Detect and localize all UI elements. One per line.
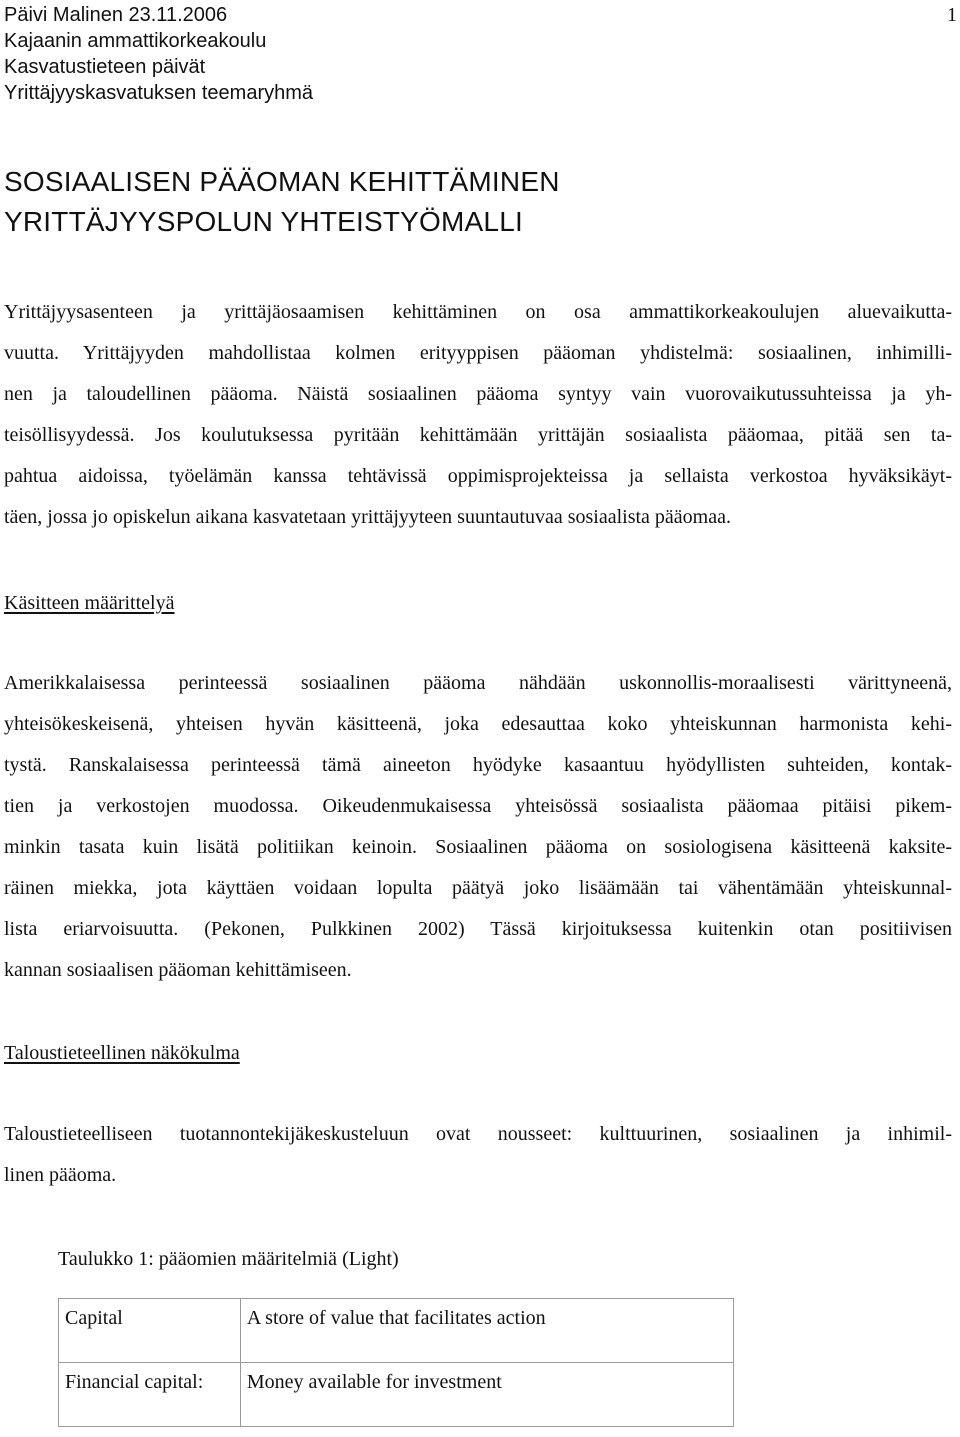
paragraph-line: Amerikkalaisessa perinteessä sosiaalinen pääoma nähdään uskonnollis-moraalisesti värittyneenä, bbox=[4, 672, 952, 694]
paragraph-line: linen pääoma. bbox=[4, 1164, 117, 1186]
economics-paragraph bbox=[4, 1114, 952, 1196]
paragraph-line: vuutta. Yrittäjyyden mahdollistaa kolmen erityyppisen pääoman yhdistelmä: sosiaalinen, inhimilli- bbox=[4, 342, 952, 364]
table-cell-definition: Money available for investment bbox=[240, 1363, 733, 1427]
paragraph-line: Yrittäjyysasenteen ja yrittäjäosaamisen kehittäminen on osa ammattikorkeakoulujen aluevaikutta- bbox=[4, 301, 952, 323]
paragraph-line: minkin tasata kuin lisätä politiikan keinoin. Sosiaalinen pääoma on sosiologisena käsitteenä kaksite- bbox=[4, 836, 952, 858]
group-line: Yrittäjyyskasvatuksen teemaryhmä bbox=[4, 82, 314, 104]
title-line-1: SOSIAALISEN PÄÄOMAN KEHITTÄMINEN bbox=[4, 166, 560, 197]
title-line-2: YRITTÄJYYSPOLUN YHTEISTYÖMALLI bbox=[4, 206, 523, 237]
table-row bbox=[59, 1363, 734, 1427]
event-line: Kasvatustieteen päivät bbox=[4, 56, 206, 78]
table-cell-definition: A store of value that facilitates action bbox=[240, 1299, 733, 1363]
section-heading-definition: Käsitteen määrittelyä bbox=[4, 592, 175, 614]
institution-line: Kajaanin ammattikorkeakoulu bbox=[4, 30, 267, 52]
capital-definitions-table bbox=[58, 1298, 734, 1427]
paragraph-line: yhteisökeskeisenä, yhteisen hyvän käsitteenä, joka edesauttaa koko yhteiskunnan harmonista kehi- bbox=[4, 713, 952, 735]
paragraph-line: räinen miekka, jota käyttäen voidaan lopulta päätyä joko lisäämään tai vähentämään yhteiskunnal- bbox=[4, 877, 952, 899]
paragraph-line: tien ja verkostojen muodossa. Oikeudenmukaisessa yhteisössä sosiaalista pääomaa pitäisi pikem- bbox=[4, 795, 952, 817]
table-cell-term: Financial capital: bbox=[59, 1363, 241, 1427]
paragraph-line: teisöllisyydessä. Jos koulutuksessa pyritään kehittämään yrittäjän sosiaalista pääomaa, pitää sen ta- bbox=[4, 424, 952, 446]
table-caption: Taulukko 1: pääomien määritelmiä (Light) bbox=[58, 1248, 399, 1270]
paragraph-line: lista eriarvoisuutta. (Pekonen, Pulkkinen 2002) Tässä kirjoituksessa kuitenkin otan positiivisen bbox=[4, 918, 952, 940]
paragraph-line: täen, jossa jo opiskelun aikana kasvatetaan yrittäjyyteen suuntautuvaa sosiaalista pääomaa. bbox=[4, 506, 731, 528]
table-row bbox=[59, 1299, 734, 1363]
paragraph-line: tystä. Ranskalaisessa perinteessä tämä aineeton hyödyke kasaantuu hyödyllisten suhteiden, kontak- bbox=[4, 754, 952, 776]
paragraph-line: pahtua aidoissa, työelämän kanssa tehtävissä oppimisprojekteissa ja sellaista verkostoa hyväksikäyt- bbox=[4, 465, 952, 487]
author-date-line: Päivi Malinen 23.11.2006 bbox=[4, 4, 228, 26]
page-number: 1 bbox=[947, 4, 957, 26]
document-title bbox=[4, 162, 560, 242]
paragraph-line: nen ja taloudellinen pääoma. Näistä sosiaalinen pääoma syntyy vain vuorovaikutussuhteissa ja yh- bbox=[4, 383, 952, 405]
section-heading-economics: Taloustieteellinen näkökulma bbox=[4, 1042, 240, 1064]
document-header bbox=[4, 2, 313, 106]
paragraph-line: kannan sosiaalisen pääoman kehittämiseen. bbox=[4, 959, 352, 981]
paragraph-line: Taloustieteelliseen tuotannontekijäkeskusteluun ovat nousseet: kulttuurinen, sosiaalinen ja inhimil- bbox=[4, 1123, 952, 1145]
table-cell-term: Capital bbox=[59, 1299, 241, 1363]
intro-paragraph bbox=[4, 292, 952, 538]
definition-paragraph bbox=[4, 663, 952, 991]
